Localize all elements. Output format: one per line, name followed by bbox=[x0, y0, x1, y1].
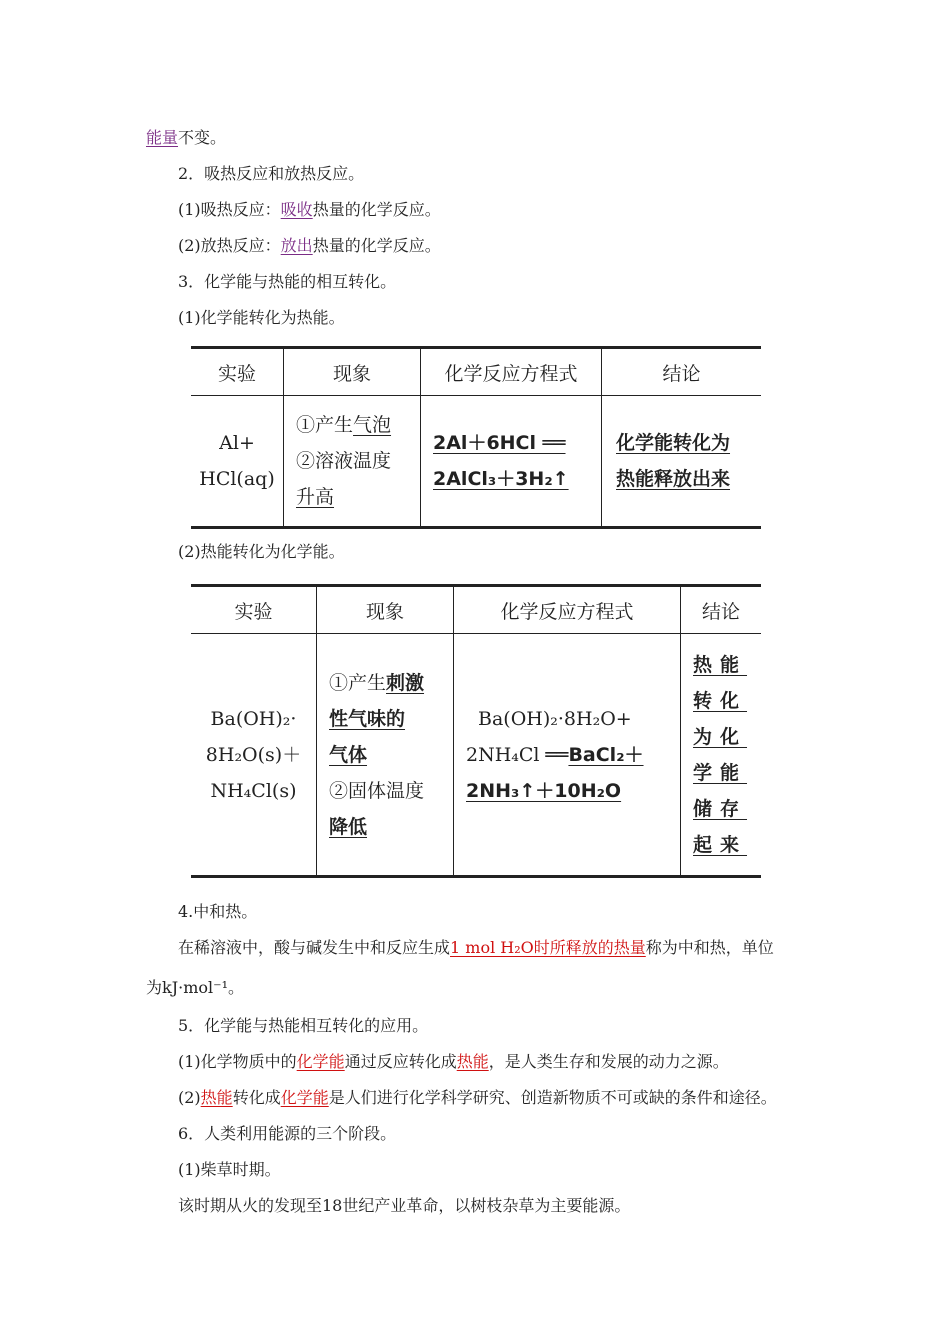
t1-experiment: Al+ HCl(aq) bbox=[199, 432, 275, 490]
t2-header-equation: 化学反应方程式 bbox=[454, 586, 681, 634]
line-firewood-desc: 该时期从火的发现至18世纪产业革命，以树枝杂草为主要能源。 bbox=[178, 1196, 631, 1215]
t1-header-equation: 化学反应方程式 bbox=[421, 348, 602, 396]
t1-header-phenomenon: 现象 bbox=[284, 348, 421, 396]
line-endothermic: (1)吸热反应：吸收热量的化学反应。 bbox=[178, 200, 441, 219]
t2-experiment: Ba(OH)₂· 8H₂O(s)＋ NH₄Cl(s) bbox=[205, 707, 302, 802]
line-application-1: (1)化学物质中的化学能通过反应转化成热能，是人类生存和发展的动力之源。 bbox=[178, 1052, 729, 1071]
line-energy-unchanged: 能量不变。 bbox=[146, 128, 227, 147]
table-chem-to-heat bbox=[191, 346, 761, 529]
line-application-2: (2)热能转化成化学能是人们进行化学科学研究、创造新物质不可或缺的条件和途径。 bbox=[178, 1088, 777, 1107]
answer-neutralization: 1 mol H₂O时所释放的热量 bbox=[450, 938, 646, 957]
subheading-chem-to-heat: (1)化学能转化为热能。 bbox=[178, 308, 345, 327]
subheading-heat-to-chem: (2)热能转化为化学能。 bbox=[178, 542, 345, 561]
line-exothermic: (2)放热反应：放出热量的化学反应。 bbox=[178, 236, 441, 255]
heading-4: 4.中和热。 bbox=[178, 902, 258, 921]
t2-header-phenomenon: 现象 bbox=[317, 586, 454, 634]
answer-release: 放出 bbox=[280, 236, 313, 255]
heading-2: 2．吸热反应和放热反应。 bbox=[178, 164, 365, 183]
answer-absorb: 吸收 bbox=[280, 200, 313, 219]
t1-conclusion: 化学能转化为 热能释放出来 bbox=[602, 396, 762, 528]
answer-energy: 能量 bbox=[146, 128, 179, 147]
line-neutralization-def: 在稀溶液中，酸与碱发生中和反应生成1 mol H₂O时所释放的热量称为中和热，单位 bbox=[178, 938, 774, 957]
line-unit: 为kJ·mol⁻¹。 bbox=[146, 978, 244, 997]
t1-header-experiment: 实验 bbox=[191, 348, 284, 396]
heading-5: 5．化学能与热能相互转化的应用。 bbox=[178, 1016, 429, 1035]
t1-phenomenon: ①产生气泡 ②溶液温度 升高 bbox=[284, 396, 421, 528]
t1-header-conclusion: 结论 bbox=[602, 348, 762, 396]
subheading-firewood: (1)柴草时期。 bbox=[178, 1160, 281, 1179]
t2-phenomenon: ①产生刺激 性气味的 气体 ②固体温度 降低 bbox=[317, 634, 454, 877]
heading-6: 6．人类利用能源的三个阶段。 bbox=[178, 1124, 397, 1143]
t1-equation: 2Al＋6HCl ══ 2AlCl₃＋3H₂↑ bbox=[421, 396, 602, 528]
table-heat-to-chem bbox=[191, 584, 761, 878]
heading-3: 3．化学能与热能的相互转化。 bbox=[178, 272, 397, 291]
t2-header-experiment: 实验 bbox=[191, 586, 317, 634]
t2-conclusion: 热能 转化 为化 学能 储存 起来 bbox=[681, 634, 762, 877]
t2-header-conclusion: 结论 bbox=[681, 586, 762, 634]
t2-equation: Ba(OH)₂·8H₂O+ 2NH₄Cl ══BaCl₂＋ 2NH₃↑＋10H₂O bbox=[454, 634, 681, 877]
